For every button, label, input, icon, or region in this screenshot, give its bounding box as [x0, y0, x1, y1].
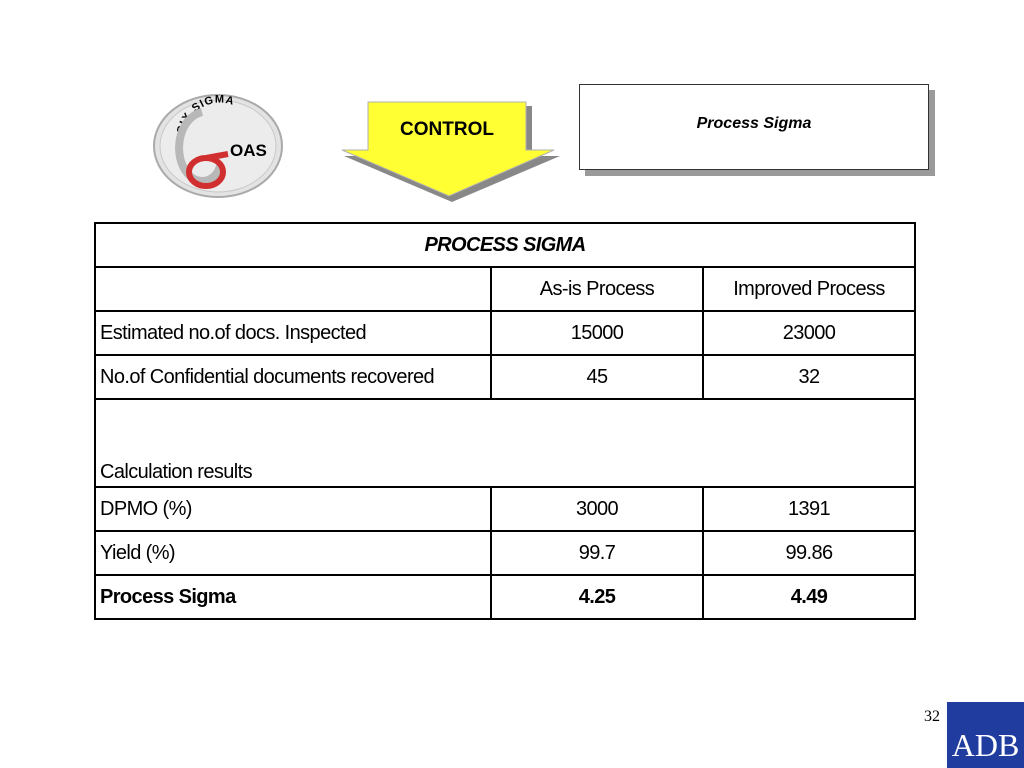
table-title-row [95, 223, 915, 267]
row-label-docs-inspected: Estimated no.of docs. Inspected [95, 311, 491, 355]
header-as-is-process: As-is Process [491, 267, 703, 311]
header-cell-empty [95, 267, 491, 311]
as-is-docs-inspected: 15000 [491, 311, 703, 355]
adb-logo: ADB [947, 702, 1024, 768]
logo-oas-text: OAS [230, 141, 267, 160]
title-box-text: Process Sigma [696, 115, 812, 132]
six-sigma-logo-icon [150, 92, 286, 200]
as-is-dpmo: 3000 [491, 487, 703, 531]
improved-dpmo: 1391 [703, 487, 915, 531]
title-box [579, 84, 929, 170]
control-label: CONTROL [400, 119, 494, 140]
calculation-results-label: Calculation results [95, 399, 915, 487]
as-is-confidential-recovered: 45 [491, 355, 703, 399]
table-row [95, 311, 915, 355]
row-label-process-sigma: Process Sigma [95, 575, 491, 619]
header-improved-process: Improved Process [703, 267, 915, 311]
logo-arc-text: SIX SIGMA [175, 93, 236, 135]
improved-process-sigma: 4.49 [703, 575, 915, 619]
as-is-process-sigma: 4.25 [491, 575, 703, 619]
table-row [95, 575, 915, 619]
row-label-confidential-recovered: No.of Confidential documents recovered [95, 355, 491, 399]
improved-yield: 99.86 [703, 531, 915, 575]
table-title: PROCESS SIGMA [95, 223, 915, 267]
row-label-yield: Yield (%) [95, 531, 491, 575]
improved-confidential-recovered: 32 [703, 355, 915, 399]
table-section-row [95, 399, 915, 487]
table-row [95, 487, 915, 531]
table-row [95, 531, 915, 575]
as-is-yield: 99.7 [491, 531, 703, 575]
row-label-dpmo: DPMO (%) [95, 487, 491, 531]
process-sigma-table [94, 222, 916, 620]
page-number: 32 [924, 708, 940, 725]
table-row [95, 355, 915, 399]
table-header-row [95, 267, 915, 311]
improved-docs-inspected: 23000 [703, 311, 915, 355]
